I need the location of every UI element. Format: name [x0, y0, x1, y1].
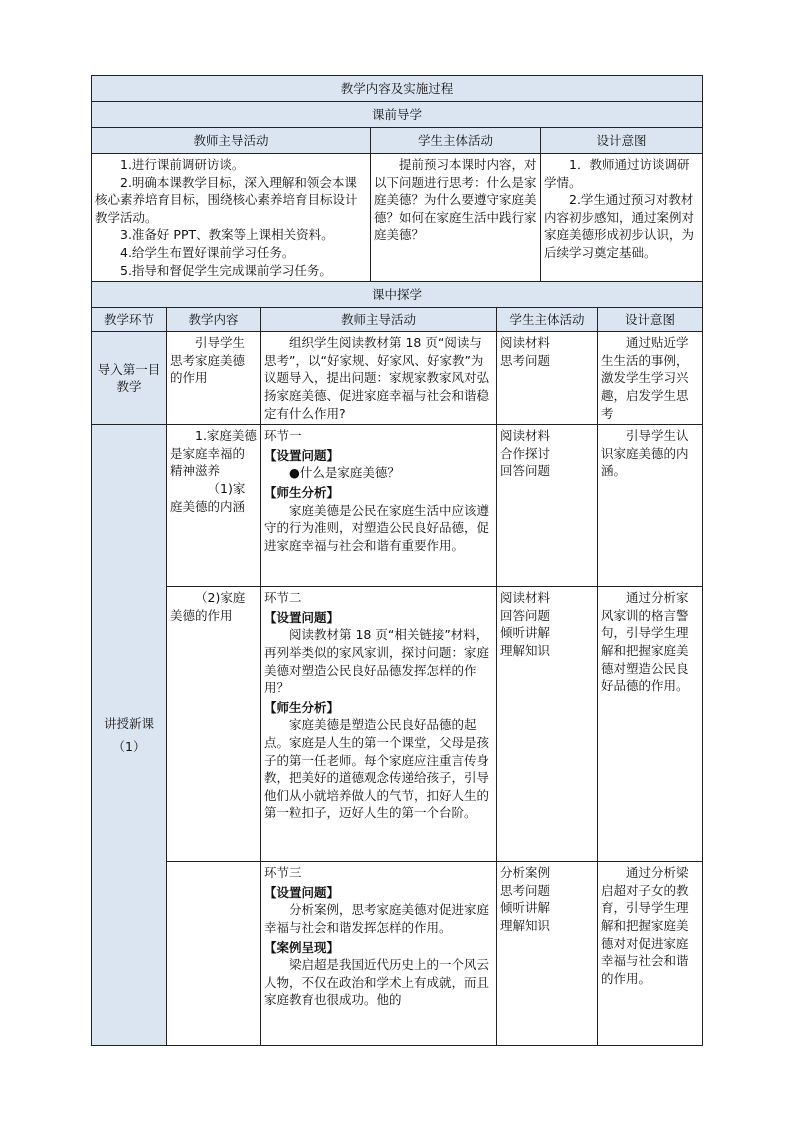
lecture-row2-student-item: 倾听讲解: [500, 625, 551, 641]
lecture-row3-design-cell: [598, 862, 703, 1046]
pre-teacher-item: 5.指导和督促学生完成课前学习任务。: [120, 262, 332, 278]
lecture-row1-content-cell: [167, 425, 261, 587]
lecture-row3-student-item: 倾听讲解: [500, 900, 551, 916]
lecture-row2-teacher-cell: [261, 587, 497, 862]
lecture-row2-section: 环节二: [264, 590, 302, 606]
lecture-row1-student-item: 阅读材料: [500, 428, 551, 444]
lecture-row3-student-item: 理解知识: [500, 917, 551, 933]
in-col-design: 设计意图: [598, 308, 703, 332]
lecture-stage-title: 讲授新课: [103, 715, 154, 731]
lecture-row3-tag-question: 【设置问题】: [264, 884, 340, 900]
lecture-row3-tag-case: 【案例呈现】: [264, 939, 340, 955]
intro-content-text: 引导学生思考家庭美德的作用: [170, 335, 246, 386]
intro-teacher-text: 组织学生阅读教材第 18 页“阅读与思考”，以“好家规、好家风、好家教”为议题导入，提出问题：家规家教家风对弘扬家庭美德、促进家庭幸福与社会和谐稳定有什么作用?: [264, 335, 490, 421]
lecture-row1-design-cell: [598, 425, 703, 587]
lecture-row2-analysis: 家庭美德是塑造公民良好品德的起点。家庭是人生的第一个课堂，父母是孩子的第一任老师。每个家庭应注重言传身教，把美好的道德观念传递给孩子，引导他们从小就培养做人的气节，扣好人生的第一粒扣子，迈好人生的第一个台阶。: [264, 717, 490, 821]
pre-student-text: 提前预习本课时内容，对以下问题进行思考：什么是家庭美德？为什么要遵守家庭美德？如何在家庭生活中践行家庭美德？: [374, 157, 537, 243]
intro-design-text: 通过贴近学生生活的事例，激发学生学习兴趣，启发学生思考: [601, 335, 689, 421]
lesson-plan-page: [91, 75, 702, 1046]
lecture-row2-student-item: 理解知识: [500, 642, 551, 658]
table-title: 教学内容及实施过程: [92, 76, 703, 102]
lecture-row2-content-cell: [167, 587, 261, 862]
pre-col-design: 设计意图: [541, 128, 703, 154]
lecture-row2-student-item: 阅读材料: [500, 590, 551, 606]
lecture-row1-question: ●什么是家庭美德？: [289, 465, 400, 481]
lecture-row3-teacher-cell: [261, 862, 497, 1046]
pre-teacher-item: 1.进行课前调研访谈。: [120, 157, 245, 172]
pre-teacher-item: 3.准备好 PPT、教案等上课相关资料。: [120, 227, 334, 243]
in-col-teacher: 教师主导活动: [261, 308, 497, 332]
lecture-row1-content-sub: （1)家庭美德的内涵: [170, 480, 246, 514]
pre-class-table: [91, 75, 703, 308]
lecture-row3-design: 通过分析梁启超对子女的教育，引导学生理解和把握家庭美德对对促进家庭幸福与社会和谐的作用。: [601, 865, 689, 986]
intro-student-item: 阅读材料: [500, 335, 551, 351]
lecture-row1-content-title: 1.家庭美德是家庭幸福的精神滋养: [170, 428, 257, 479]
lecture-row2-design: 通过分析家风家训的格言警句，引导学生理解和把握家庭美德对塑造公民良好品德的作用。: [601, 590, 689, 694]
intro-stage-cell: [92, 332, 167, 425]
lecture-row1-design: 引导学生认识家庭美德的内涵。: [601, 428, 689, 479]
pre-design-item: 1．教师通过访谈调研学情。: [544, 157, 690, 190]
lecture-row3-case: 梁启超是我国近代历史上的一个风云人物，不仅在政治和学术上有成就，而且家庭教育也很成功。他的: [264, 957, 490, 1008]
intro-teacher-cell: [261, 332, 497, 425]
lecture-row1-student-item: 合作探讨: [500, 445, 551, 461]
pre-design-item: 2.学生通过预习对教材内容初步感知，通过案例对家庭美德形成初步认识，为后续学习奠定基础。: [544, 192, 695, 260]
in-section-title: 课中探学: [92, 282, 703, 308]
lecture-row3-question: 分析案例，思考家庭美德对促进家庭幸福与社会和谐发挥怎样的作用。: [264, 902, 490, 935]
intro-stage-text: 导入第一目教学: [97, 361, 161, 395]
pre-col-teacher: 教师主导活动: [92, 128, 371, 154]
intro-content-cell: [167, 332, 261, 425]
intro-design-cell: [598, 332, 703, 425]
lecture-row3-student-cell: [497, 862, 598, 1046]
intro-student-item: 思考问题: [500, 352, 551, 368]
lecture-row3-student-item: 思考问题: [500, 882, 551, 898]
pre-student-cell: [371, 154, 541, 282]
lecture-row1-teacher-cell: [261, 425, 497, 587]
lecture-row1-section: 环节一: [264, 428, 302, 444]
pre-col-student: 学生主体活动: [371, 128, 541, 154]
in-class-table: [91, 307, 703, 1046]
in-col-student: 学生主体活动: [497, 308, 598, 332]
lecture-row2-student-cell: [497, 587, 598, 862]
lecture-row2-tag-question: 【设置问题】: [264, 609, 340, 625]
lecture-row3-section: 环节三: [264, 865, 302, 881]
lecture-row3-content-cell: [167, 862, 261, 1046]
pre-design-cell: [541, 154, 703, 282]
lecture-row1-tag-analysis: 【师生分析】: [264, 484, 340, 500]
lecture-row3-student-item: 分析案例: [500, 865, 551, 881]
lecture-row1-tag-question: 【设置问题】: [264, 447, 340, 463]
lecture-row2-student-item: 回答问题: [500, 607, 551, 623]
lecture-row1-analysis: 家庭美德是公民在家庭生活中应该遵守的行为准则，对塑造公民良好品德，促进家庭幸福与社会和谐有重要作用。: [264, 502, 490, 553]
pre-teacher-item: 2.明确本课教学目标，深入理解和领会本课核心素养培育目标，围绕核心素养培育目标设计教学活动。: [95, 174, 358, 225]
lecture-row1-student-cell: [497, 425, 598, 587]
pre-teacher-item: 4.给学生布置好课前学习任务。: [120, 244, 295, 260]
intro-student-cell: [497, 332, 598, 425]
lecture-stage-cell: [92, 425, 167, 1046]
lecture-row2-question: 阅读教材第 18 页“相关链接”材料，再列举类似的家风家训，探讨问题：家庭美德对塑造公民良好品德发挥怎样的作用？: [264, 627, 490, 696]
lecture-row2-design-cell: [598, 587, 703, 862]
pre-section-title: 课前导学: [92, 102, 703, 128]
lecture-row2-content: （2)家庭美德的作用: [170, 590, 246, 623]
lecture-row2-tag-analysis: 【师生分析】: [264, 699, 340, 715]
pre-teacher-cell: [92, 154, 371, 282]
lecture-stage-number: （1）: [112, 739, 146, 755]
lecture-row1-student-item: 回答问题: [500, 463, 551, 479]
in-col-stage: 教学环节: [92, 308, 167, 332]
in-col-content: 教学内容: [167, 308, 261, 332]
